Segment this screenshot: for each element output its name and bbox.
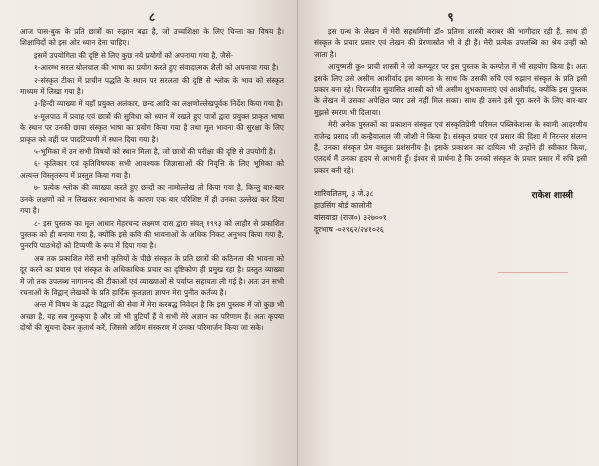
right-paragraph-3: मेरी अनेक पुस्तकों का प्रकाशन संस्कृत एवं संस्कृतिप्रेमी परिमल पब्लिकेशन्स के स्वामी आदरणीय राजेन्द्र प्रसाद जी कन्हैयालाल जी जोशी ने किया है। संस्कृत प्रचार एवं प्रसार की दिशा में निरन्तर संलग्न हैं, उनका संस्कृत प्रेम वस्तुतः प्रशंसनीय है। इसके प्रकाशन का दायित्व भी उन्होंने ही स्वीकार किया, एतदर्थ मैं उनका हृदय से आभारी हूँ। ईश्वर से प्रार्थना है कि उनको संस्कृत के प्रचार प्रसार में रुचि इसी प्रकार बनी रहे। [314,120,587,175]
address-line-2: हाउसिंग बोर्ड कालोनी [314,201,372,211]
left-paragraph-7: ५-भूमिका में उन सभी विषयों को स्थान मिला है, जो छात्रों की परीक्षा की दृष्टि से उपयोगी है। [34,147,276,157]
left-paragraph-8: ६- कृतिकार एवं कृतिविषयक सभी आवश्यक जिज्ञासाओं की निवृत्ति के लिए भूमिका को अत्यन्त विस्तृतरूप में प्रस्तुत किया गया है। [20,159,284,180]
page-number-left: ८ [148,10,156,24]
signature-block [314,182,587,236]
right-paragraph-1: इस ग्रन्थ के लेखन में मेरी सहधर्मिणी डॉ० प्रतिमा शास्त्री बराबर की भागीदार रही हैं, साथ ही संस्कृत के प्रचार प्रसार एवं लेखन की प्रेरणास्रोत भी वे ही हैं। मेरी प्रत्येक उपलब्धि का श्रेय उन्हीं को जाता है। [314,27,587,59]
left-paragraph-11: अब तक प्रकाशित मेरी सभी कृतियों के पीछे संस्कृत के प्रति छात्रों की कठिनता की भावना को दूर करने का प्रयास एवं संस्कृत के अधिकाधिक प्रचार का दृष्टिकोण ही प्रमुख रहा है। प्रस्तुत व्याख्या में जो तक उपलब्ध नागानन्द की टीकाओं एवं व्याख्याओं से पर्याप्त सहायता ली गई है। अतः उन सभी रचनाओं के विद्वान् लेखकों के प्रति हार्दिक कृतज्ञता ज्ञापन मेरा पुनीत कर्तव्य है। [20,253,284,297]
show-through-mark [498,272,568,273]
left-paragraph-6: ४-मूलपाठ में प्रवाह एवं छात्रों की सुविधा को ध्यान में रखते हुए पात्रों द्वारा प्रयुक्त प्राकृत भाषा के स्थान पर उनकी छाया संस्कृत भाषा का प्रयोग किया गया है तथा मूल भावना की सुरक्षा के लिए प्राकृत को वहीं पर पादटिप्पणी में स्थान दिया गया है। [20,111,284,144]
address-line-3: बांसवाडा (राज०) ३२७००१ [314,213,387,223]
left-paragraph-5: ३-हिन्दी व्याख्या में यहाँ प्रयुक्त अलंकार, छन्द आदि का लक्षणोल्लेखपूर्वक निर्देश किया गया है। [34,99,284,109]
left-paragraph-10: ८- इस पुस्तक का मूल आधार मेहरचन्द लक्ष्मण दास द्वारा संवत् १९९३ को लाहौर से प्रकाशित पुस्तक को ही बनाया गया है, क्योंकि इसे कवि की भावनाओं के अधिक निकट अनुभव किया गया है, पुनरपि पाठभेदों को टिप्पणी के रूप में दिया गया है। [20,218,284,251]
author-signature: राकेश शास्त्री [531,191,573,202]
right-page [298,0,599,466]
address-line-1: शारिवलितम्, ३ जे.३८ [314,189,374,199]
right-paragraph-2: आयुष्मती कु० प्राची शास्त्री ने जो कम्प्यूटर पर इस पुस्तक के कम्पोज में भी सहयोग किया है। अतः इसके लिए उसे असीम आशीर्वाद इस कामना के साथ कि उसकी रुचि एवं रुझान संस्कृत के प्रति इसी प्रकार बना रहे। चिरञ्जीव सुवासित शास्त्री को भी असीम शुभकामनाएं एवं आशीर्वाद, क्योंकि इस पुस्तक के लेखन में उसका अपेक्षित प्यार उसे नहीं मिल सका। साथ ही उसने इसे पूरा करने के लिए बार-बार मुझसे स्मरण भी दिलाया। [314,62,587,117]
page-number-right: ९ [447,10,454,24]
address-line-4: दूरभाष -०२९६२/२४१०२६ [314,225,384,235]
left-paragraph-4: २-संस्कृत टीका में प्राचीन पद्धति के स्थान पर सरलता की दृष्टि से श्लोक के भाव को संस्कृत माध्यम में लिखा गया है। [20,75,284,97]
left-paragraph-1: आज पास-बुक के प्रति छात्रों का रुझान बढ़ा है, जो उच्चशिक्षा के लिए चिन्ता का विषय है। शिक्षाविदों को इस ओर ध्यान देना चाहिए। [20,27,284,48]
left-paragraph-9: ७- प्रत्येक श्लोक की व्याख्या करते हुए छन्दों का नामोल्लेख तो किया गया है, किन्तु बार-बार उनके लक्षणों को न लिखकर स्थानाभाव के कारण एक बार परिशिष्ट में ही उनका उल्लेख कर दिया गया है। [20,183,284,216]
left-paragraph-2: इसमें उपयोगिता की दृष्टि से लिए कुछ नये प्रयोगों को अपनाया गया है, जैसे- [34,50,233,60]
left-paragraph-12: अन्त में विषय के उद्भट विद्वानों की सेवा में मेरा करबद्ध निवेदन है कि इस पुस्तक में जो कुछ भी अच्छा है, वह सब गुरुकृपा है और जो भी त्रुटियाँ हैं वे सभी मेरे अज्ञान का परिणाम हैं। अतः कृपया दोषों की सूचना देकर कृतार्थ करें, जिससे अग्रिम संस्करण में उनका परिमार्जन किया जा सके। [20,300,284,333]
author-address [314,188,387,236]
left-paragraph-3: १-आरम्भ सरल बोलचाल की भाषा का प्रयोग करते हुए संवादात्मक शैली को अपनाया गया है। [34,63,279,73]
left-page [0,0,298,466]
